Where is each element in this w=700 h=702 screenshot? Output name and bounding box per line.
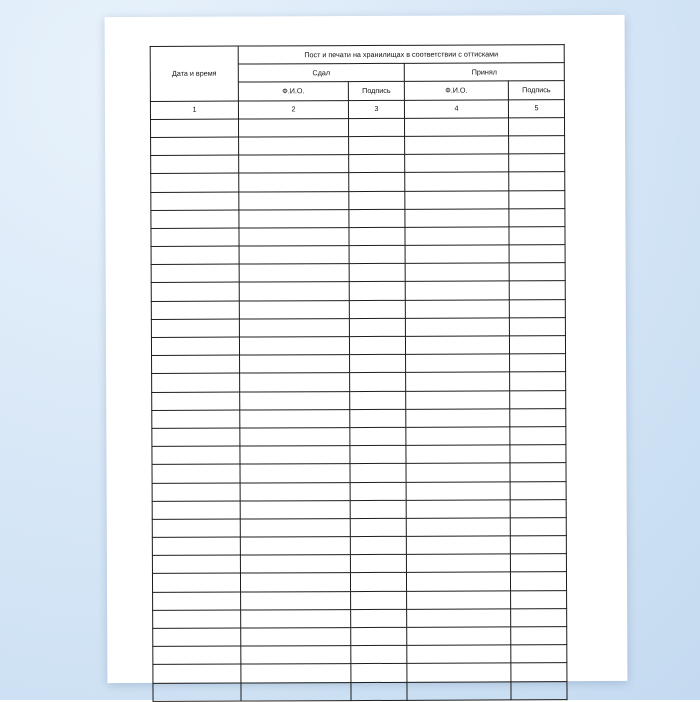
table-cell-empty[interactable] (239, 264, 349, 283)
table-cell-empty[interactable] (350, 373, 406, 391)
table-cell-empty[interactable] (153, 664, 241, 683)
table-cell-empty[interactable] (151, 246, 239, 265)
table-row[interactable] (153, 590, 567, 610)
table-cell-empty[interactable] (239, 137, 349, 156)
table-cell-empty[interactable] (152, 573, 240, 592)
table-cell-empty[interactable] (405, 209, 509, 228)
table-cell-empty[interactable] (511, 590, 567, 608)
table-row[interactable] (151, 227, 565, 247)
table-cell-empty[interactable] (240, 518, 350, 537)
table-cell-empty[interactable] (239, 300, 349, 319)
table-cell-empty[interactable] (240, 482, 350, 501)
table-cell-empty[interactable] (153, 683, 241, 702)
table-cell-empty[interactable] (349, 209, 405, 227)
table-cell-empty[interactable] (350, 427, 406, 445)
table-cell-empty[interactable] (241, 682, 351, 701)
table-cell-empty[interactable] (350, 518, 406, 536)
table-cell-empty[interactable] (240, 446, 350, 465)
table-cell-empty[interactable] (240, 409, 350, 428)
table-cell-empty[interactable] (509, 190, 565, 208)
table-row[interactable] (151, 317, 565, 337)
column-number-4: 4 (404, 99, 508, 118)
table-row[interactable] (153, 645, 567, 665)
table-cell-empty[interactable] (239, 173, 349, 192)
table-cell-empty[interactable] (151, 210, 239, 229)
header-sub-name-received: Ф.И.О. (404, 81, 508, 100)
table-cell-empty[interactable] (239, 191, 349, 210)
table-cell-empty[interactable] (349, 191, 405, 209)
table-cell-empty[interactable] (153, 646, 241, 665)
table-cell-empty[interactable] (349, 173, 405, 191)
table-cell-empty[interactable] (509, 136, 565, 154)
table-cell-empty[interactable] (151, 155, 239, 174)
table-cell-empty[interactable] (407, 627, 511, 646)
table-cell-empty[interactable] (509, 263, 565, 281)
column-number-3: 3 (348, 100, 404, 118)
table-cell-empty[interactable] (151, 319, 239, 338)
header-group-title: Пост и печати на хранилищах в соответствии с оттисками (238, 45, 564, 65)
table-cell-empty[interactable] (152, 483, 240, 502)
table-cell-empty[interactable] (350, 573, 406, 591)
table-header-row-title (150, 45, 564, 65)
table-row[interactable] (153, 627, 567, 647)
table-cell-empty[interactable] (405, 299, 509, 318)
table-cell-empty[interactable] (508, 117, 564, 135)
table-cell-empty[interactable] (350, 391, 406, 409)
table-row[interactable] (152, 372, 566, 392)
header-group-received: Принял (404, 63, 564, 82)
table-cell-empty[interactable] (350, 500, 406, 518)
table-cell-empty[interactable] (406, 481, 510, 500)
table-cell-empty[interactable] (405, 245, 509, 264)
table-cell-empty[interactable] (151, 137, 239, 156)
table-row[interactable] (153, 663, 567, 683)
table-cell-empty[interactable] (511, 608, 567, 626)
table-cell-empty[interactable] (240, 573, 350, 592)
table-row[interactable] (151, 336, 565, 356)
table-cell-empty[interactable] (240, 373, 350, 392)
table-cell-empty[interactable] (510, 481, 566, 499)
column-number-1: 1 (150, 101, 238, 120)
header-datetime: Дата и время (150, 46, 238, 101)
table-cell-empty[interactable] (151, 282, 239, 301)
table-cell-empty[interactable] (510, 445, 566, 463)
table-cell-empty[interactable] (510, 463, 566, 481)
table-cell-empty[interactable] (406, 572, 510, 591)
table-cell-empty[interactable] (152, 428, 240, 447)
table-cell-empty[interactable] (241, 664, 351, 683)
table-row[interactable] (152, 536, 566, 556)
table-cell-empty[interactable] (406, 463, 510, 482)
table-cell-empty[interactable] (350, 355, 406, 373)
table-cell-empty[interactable] (406, 409, 510, 428)
table-cell-empty[interactable] (238, 118, 348, 137)
header-group-handed-over: Сдал (238, 64, 404, 83)
table-row[interactable] (152, 572, 566, 592)
table-cell-empty[interactable] (152, 392, 240, 411)
table-cell-empty[interactable] (348, 118, 404, 136)
table-cell-empty[interactable] (241, 609, 351, 628)
table-cell-empty[interactable] (153, 628, 241, 647)
table-row[interactable] (152, 463, 566, 483)
table-cell-empty[interactable] (350, 536, 406, 554)
table-cell-empty[interactable] (153, 592, 241, 611)
table-cell-empty[interactable] (406, 518, 510, 537)
table-cell-empty[interactable] (405, 227, 509, 246)
table-row[interactable] (150, 117, 564, 137)
table-cell-empty[interactable] (151, 228, 239, 247)
table-cell-empty[interactable] (349, 245, 405, 263)
table-cell-empty[interactable] (510, 499, 566, 517)
table-cell-empty[interactable] (351, 682, 407, 700)
table-cell-empty[interactable] (239, 318, 349, 337)
table-cell-empty[interactable] (351, 646, 407, 664)
table-cell-empty[interactable] (405, 318, 509, 337)
table-cell-empty[interactable] (511, 645, 567, 663)
table-cell-empty[interactable] (510, 427, 566, 445)
table-cell-empty[interactable] (349, 264, 405, 282)
table-cell-empty[interactable] (240, 537, 350, 556)
table-cell-empty[interactable] (350, 482, 406, 500)
table-cell-empty[interactable] (151, 173, 239, 192)
table-cell-empty[interactable] (239, 227, 349, 246)
table-cell-empty[interactable] (152, 519, 240, 538)
table-cell-empty[interactable] (351, 591, 407, 609)
table-cell-empty[interactable] (239, 246, 349, 265)
table-cell-empty[interactable] (349, 136, 405, 154)
table-cell-empty[interactable] (349, 282, 405, 300)
table-cell-empty[interactable] (351, 627, 407, 645)
table-cell-empty[interactable] (510, 408, 566, 426)
table-row[interactable] (152, 408, 566, 428)
table-cell-empty[interactable] (510, 554, 566, 572)
table-cell-empty[interactable] (241, 628, 351, 647)
table-cell-empty[interactable] (509, 172, 565, 190)
table-cell-empty[interactable] (350, 445, 406, 463)
table-cell-empty[interactable] (407, 609, 511, 628)
table-cell-empty[interactable] (406, 427, 510, 446)
table-row[interactable] (152, 499, 566, 519)
table-cell-empty[interactable] (510, 354, 566, 372)
table-row[interactable] (152, 554, 566, 574)
table-cell-empty[interactable] (152, 410, 240, 429)
table-cell-empty[interactable] (241, 591, 351, 610)
table-cell-empty[interactable] (510, 372, 566, 390)
table-cell-empty[interactable] (406, 390, 510, 409)
table-cell-empty[interactable] (406, 554, 510, 573)
table-row[interactable] (151, 263, 565, 283)
log-table (150, 44, 568, 702)
table-cell-empty[interactable] (511, 663, 567, 681)
table-row[interactable] (152, 481, 566, 501)
table-cell-empty[interactable] (152, 355, 240, 374)
table-cell-empty[interactable] (511, 681, 567, 699)
table-row[interactable] (153, 681, 567, 701)
table-row[interactable] (151, 172, 565, 192)
table-cell-empty[interactable] (151, 192, 239, 211)
column-number-5: 5 (508, 99, 564, 117)
table-row[interactable] (152, 427, 566, 447)
table-cell-empty[interactable] (406, 372, 510, 391)
table-cell-empty[interactable] (350, 555, 406, 573)
table-cell-empty[interactable] (152, 555, 240, 574)
table-cell-empty[interactable] (510, 572, 566, 590)
table-cell-empty[interactable] (239, 209, 349, 228)
table-row[interactable] (151, 154, 565, 174)
table-cell-empty[interactable] (406, 500, 510, 519)
table-cell-empty[interactable] (510, 518, 566, 536)
log-table-body (150, 45, 567, 702)
paper-sheet (105, 15, 628, 683)
table-cell-empty[interactable] (349, 318, 405, 336)
table-cell-empty[interactable] (349, 154, 405, 172)
table-cell-empty[interactable] (404, 118, 508, 137)
table-cell-empty[interactable] (349, 300, 405, 318)
table-cell-empty[interactable] (240, 391, 350, 410)
table-cell-empty[interactable] (152, 464, 240, 483)
table-cell-empty[interactable] (510, 536, 566, 554)
table-cell-empty[interactable] (509, 208, 565, 226)
header-sub-signature-handed: Подпись (348, 82, 404, 100)
table-cell-empty[interactable] (407, 681, 511, 700)
table-row[interactable] (152, 390, 566, 410)
table-row[interactable] (151, 281, 565, 301)
table-cell-empty[interactable] (152, 537, 240, 556)
table-cell-empty[interactable] (406, 445, 510, 464)
table-cell-empty[interactable] (511, 627, 567, 645)
table-cell-empty[interactable] (240, 428, 350, 447)
table-cell-empty[interactable] (349, 336, 405, 354)
table-cell-empty[interactable] (407, 590, 511, 609)
table-cell-empty[interactable] (240, 500, 350, 519)
table-row[interactable] (151, 299, 565, 319)
table-cell-empty[interactable] (509, 281, 565, 299)
table-row[interactable] (151, 190, 565, 210)
table-cell-empty[interactable] (351, 664, 407, 682)
table-cell-empty[interactable] (509, 245, 565, 263)
table-cell-empty[interactable] (240, 555, 350, 574)
table-cell-empty[interactable] (405, 336, 509, 355)
table-cell-empty[interactable] (152, 373, 240, 392)
table-row[interactable] (151, 245, 565, 265)
table-row[interactable] (153, 608, 567, 628)
table-cell-empty[interactable] (509, 154, 565, 172)
header-sub-signature-received: Подпись (508, 81, 564, 99)
table-cell-empty[interactable] (239, 155, 349, 174)
table-cell-empty[interactable] (510, 390, 566, 408)
table-cell-empty[interactable] (151, 337, 239, 356)
table-cell-empty[interactable] (150, 119, 238, 138)
table-cell-empty[interactable] (406, 354, 510, 373)
header-sub-name-handed: Ф.И.О. (238, 82, 348, 101)
table-cell-empty[interactable] (151, 301, 239, 320)
table-row[interactable] (152, 518, 566, 538)
table-cell-empty[interactable] (350, 409, 406, 427)
table-cell-empty[interactable] (406, 536, 510, 555)
column-number-2: 2 (238, 100, 348, 119)
table-cell-empty[interactable] (405, 263, 509, 282)
table-cell-empty[interactable] (240, 355, 350, 374)
table-cell-empty[interactable] (509, 299, 565, 317)
paper-content-area (105, 15, 628, 683)
table-cell-empty[interactable] (239, 282, 349, 301)
table-cell-empty[interactable] (153, 610, 241, 629)
table-cell-empty[interactable] (152, 446, 240, 465)
table-cell-empty[interactable] (405, 172, 509, 191)
table-cell-empty[interactable] (405, 190, 509, 209)
table-numbering-row (150, 99, 564, 119)
table-cell-empty[interactable] (407, 645, 511, 664)
table-cell-empty[interactable] (241, 646, 351, 665)
table-cell-empty[interactable] (240, 464, 350, 483)
table-row[interactable] (151, 136, 565, 156)
table-row[interactable] (152, 445, 566, 465)
table-row[interactable] (151, 208, 565, 228)
table-cell-empty[interactable] (350, 464, 406, 482)
table-row[interactable] (152, 354, 566, 374)
table-cell-empty[interactable] (509, 317, 565, 335)
table-cell-empty[interactable] (239, 337, 349, 356)
table-cell-empty[interactable] (407, 663, 511, 682)
table-cell-empty[interactable] (509, 227, 565, 245)
table-cell-empty[interactable] (405, 281, 509, 300)
table-cell-empty[interactable] (152, 501, 240, 520)
table-cell-empty[interactable] (405, 154, 509, 173)
table-cell-empty[interactable] (351, 609, 407, 627)
table-cell-empty[interactable] (349, 227, 405, 245)
table-cell-empty[interactable] (509, 336, 565, 354)
table-cell-empty[interactable] (405, 136, 509, 155)
table-cell-empty[interactable] (151, 264, 239, 283)
